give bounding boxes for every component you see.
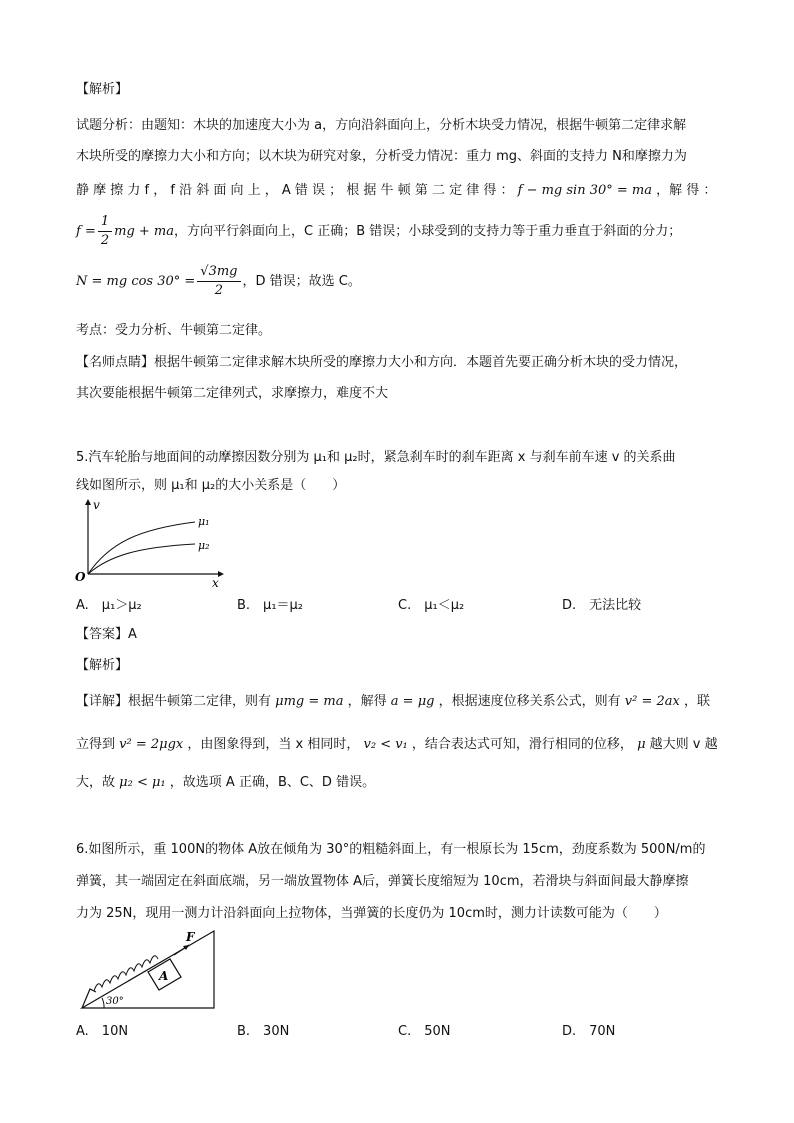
question-6-stem-1: 6.如图所示，重 100N的物体 A放在倾角为 30°的粗糙斜面上，有一根原长为 15cm，劲度系数为 500N/m的 (76, 842, 706, 857)
equation-newton: μmg = ma (275, 694, 344, 709)
analysis-line-2: 木块所受的摩擦力大小和方向；以木块为研究对象，分析受力情况：重力 mg、斜面的支持力 N和摩擦力为 (76, 149, 687, 164)
question-6-stem-3: 力为 25N，现用一测力计沿斜面向上拉物体，当弹簧的长度仍为 10cm时，测力计读数可能为（ ） (76, 906, 667, 921)
analysis-line-4-tail: ，方向平行斜面向上，C 正确；B 错误；小球受到的支持力等于重力垂直于斜面的分力； (174, 224, 682, 239)
fraction-denominator: 2 (214, 283, 224, 298)
analysis-heading: 【解析】 (76, 82, 129, 97)
analysis-line-4 (76, 212, 681, 252)
question-6-stem-2: 弹簧，其一端固定在斜面底端，另一端放置物体 A后，弹簧长度缩短为 10cm，若滑块与斜面间最大静摩擦 (76, 874, 689, 889)
y-axis-arrow (85, 499, 91, 505)
answer-line: 【答案】A (76, 627, 137, 642)
detail-2-d: 越大则 v 越 (649, 737, 718, 752)
analysis-heading-q5: 【解析】 (76, 658, 129, 673)
analysis-line-1: 试题分析：由题知：木块的加速度大小为 a，方向沿斜面向上，分析木块受力情况，根据牛顿第二定律求解 (76, 118, 687, 133)
x-axis-arrow (218, 571, 224, 577)
fraction-normal (197, 263, 240, 300)
equation-accel: a = μg (390, 694, 435, 709)
q5-option-d[interactable]: D. 无法比较 (562, 598, 642, 613)
graph-v-label: v (93, 498, 100, 512)
symbol-mu: μ (637, 737, 646, 752)
equation-combined: v² = 2μgx (119, 737, 184, 752)
detail-1-a: 【详解】根据牛顿第二定律，则有 (76, 694, 272, 709)
detail-2-b: ，由图象得到，当 x 相同时， (187, 737, 360, 752)
block-a-label: A (159, 969, 169, 983)
equation-f-rhs: mg + ma (114, 224, 175, 239)
fraction-numerator: 1 (98, 213, 112, 232)
graph-origin-label: O (75, 570, 86, 584)
mingshi-line-2: 其次要能根据牛顿第二定律列式，求摩擦力，难度不大 (76, 386, 389, 401)
question-5-stem-1: 5.汽车轮胎与地面间的动摩擦因数分别为 μ₁和 μ₂时，紧急刹车时的刹车距离 x 与刹车前车速 v 的关系曲 (76, 450, 676, 465)
detail-line-1 (76, 692, 710, 712)
detail-2-c: ，结合表达式可知，滑行相同的位移， (411, 737, 633, 752)
analysis-line-3-text: 静 摩 擦 力 f ， f 沿 斜 面 向 上 ， A 错 误 ； 根 据 牛 顿 第 二 定 律 得 ： (76, 183, 514, 198)
detail-1-d: ，联 (684, 694, 711, 709)
force-label: F (186, 930, 195, 944)
detail-2-a: 立得到 (76, 737, 116, 752)
velocity-distance-graph (70, 497, 230, 589)
q5-option-b[interactable]: B. μ₁＝μ₂ (237, 598, 304, 613)
graph-mu1-label: μ₁ (198, 515, 210, 528)
q6-option-b[interactable]: B. 30N (237, 1024, 290, 1039)
analysis-line-5-tail: ，D 错误；故选 C。 (242, 274, 361, 289)
incline-spring-figure (78, 925, 223, 1015)
incline-base-wall (82, 989, 96, 1008)
analysis-line-5 (76, 262, 361, 302)
curve-mu2 (88, 544, 195, 574)
detail-3-a: 大，故 (76, 775, 116, 790)
angle-label: 30° (106, 996, 124, 1007)
q6-option-d[interactable]: D. 70N (562, 1024, 616, 1039)
angle-arc (102, 998, 104, 1008)
kaodian-line: 考点：受力分析、牛顿第二定律。 (76, 323, 272, 338)
equation-normal: N = mg cos 30° = (76, 274, 196, 289)
equation-mu-compare: μ₂ < μ₁ (119, 775, 166, 790)
graph-x-label: x (212, 576, 219, 589)
detail-3-b: ，故选项 A 正确，B、C、D 错误。 (169, 775, 376, 790)
fraction-half (98, 213, 112, 250)
equation-friction: f − mg sin 30° = ma (517, 183, 653, 198)
equation-kinematic: v² = 2ax (624, 694, 680, 709)
graph-mu2-label: μ₂ (198, 539, 210, 552)
q5-option-c[interactable]: C. μ₁＜μ₂ (398, 598, 465, 613)
detail-1-c: ，根据速度位移关系公式，则有 (438, 694, 621, 709)
q6-option-a[interactable]: A. 10N (76, 1024, 129, 1039)
detail-line-3 (76, 773, 375, 793)
question-5-stem-2: 线如图所示，则 μ₁和 μ₂的大小关系是（ ） (76, 478, 346, 493)
curve-mu1 (88, 522, 195, 574)
fraction-numerator: √3mg (197, 263, 240, 282)
analysis-line-3-tail: ，解 得 ： (656, 183, 717, 198)
q5-option-a[interactable]: A. μ₁＞μ₂ (76, 598, 142, 613)
analysis-line-3 (76, 181, 716, 201)
q6-option-c[interactable]: C. 50N (398, 1024, 451, 1039)
detail-line-2 (76, 735, 718, 755)
fraction-denominator: 2 (100, 233, 110, 248)
mingshi-line-1: 【名师点睛】根据牛顿第二定律求解木块所受的摩擦力大小和方向．本题首先要正确分析木块的受力情况， (76, 355, 688, 370)
detail-1-b: ，解得 (347, 694, 387, 709)
equation-f-lhs: f = (76, 224, 96, 239)
equation-velocity-compare: v₂ < v₁ (363, 737, 408, 752)
